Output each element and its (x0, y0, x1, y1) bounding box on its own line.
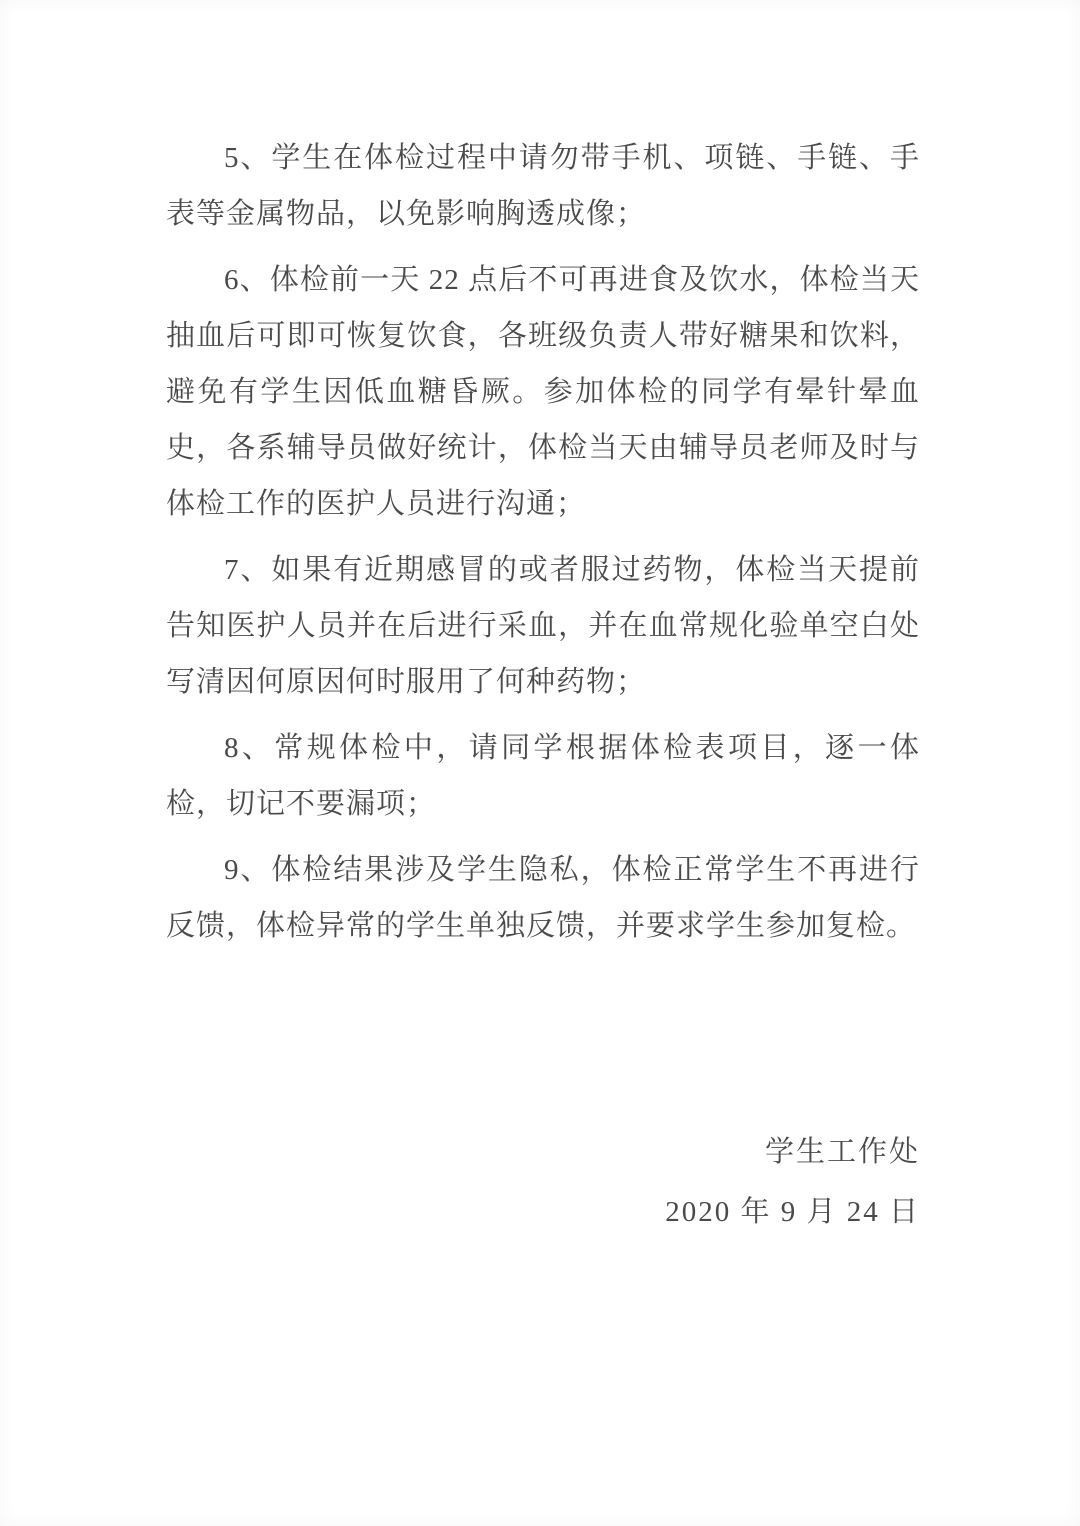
signature-date: 2020 年 9 月 24 日 (665, 1196, 920, 1228)
notice-item-8: 8、常规体检中，请同学根据体检表项目，逐一体检，切记不要漏项； (166, 732, 920, 820)
signature-department: 学生工作处 (764, 1136, 920, 1168)
notice-item-5: 5、学生在体检过程中请勿带手机、项链、手链、手表等金属物品，以免影响胸透成像； (166, 142, 920, 230)
notice-item-6: 6、体检前一天 22 点后不可再进食及饮水，体检当天抽血后可即可恢复饮食，各班级负责人带好糖果和饮料，避免有学生因低血糖昏厥。参加体检的同学有晕针晕血史，各系辅导员做好统计，体检当天由辅导员老师及时与体检工作的医护人员进行沟通； (166, 264, 920, 520)
signature-block (166, 1122, 920, 1242)
notice-item-9: 9、体检结果涉及学生隐私，体检正常学生不再进行反馈，体检异常的学生单独反馈，并要求学生参加复检。 (166, 854, 920, 942)
notice-item-7: 7、如果有近期感冒的或者服过药物，体检当天提前告知医护人员并在后进行采血，并在血常规化验单空白处写清因何原因何时服用了何种药物； (166, 554, 920, 698)
